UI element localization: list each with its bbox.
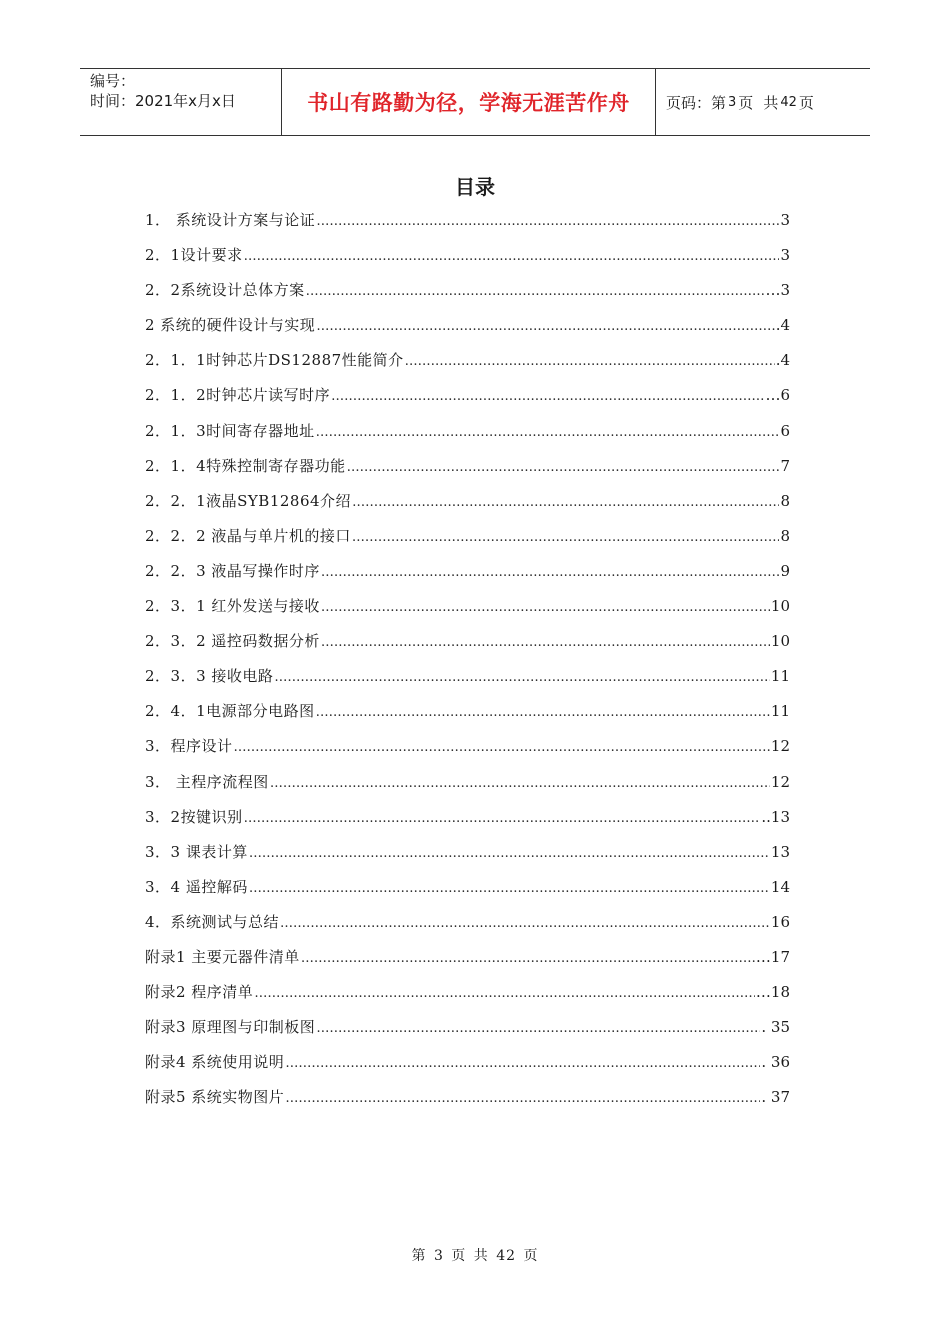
toc-entry[interactable] <box>145 800 790 835</box>
toc-entry-page: . 36 <box>761 1053 790 1072</box>
toc-entry-page: …17 <box>755 947 790 966</box>
toc-entry[interactable] <box>145 414 790 449</box>
toc-entry[interactable] <box>145 1010 790 1045</box>
page-prefix: 页码：第 <box>666 93 727 112</box>
toc-entry-page: 3 <box>780 246 790 265</box>
toc-entry-page: 13 <box>770 842 790 861</box>
toc-entry[interactable] <box>145 975 790 1010</box>
page-header <box>80 68 870 136</box>
toc-entry[interactable] <box>145 905 790 940</box>
toc-entry-page: .4 <box>775 351 790 370</box>
toc-leader <box>249 871 770 906</box>
toc-entry-page: 11 <box>770 667 790 686</box>
toc-leader <box>254 976 755 1011</box>
toc-entry[interactable] <box>145 729 790 764</box>
toc-entry[interactable] <box>145 589 790 624</box>
toc-entry[interactable] <box>145 870 790 905</box>
serial-label: 编号： <box>90 72 136 90</box>
toc-entry-label: 2．2．2 液晶与单片机的接口 <box>145 526 351 545</box>
toc-entry[interactable] <box>145 659 790 694</box>
toc-leader <box>405 344 775 379</box>
toc-entry-page: . 35 <box>761 1018 790 1037</box>
toc-entry-page: …3 <box>765 281 790 300</box>
header-motto: 书山有路勤为径，学海无涯苦作舟 <box>282 69 656 135</box>
toc-entry-label: 2．1设计要求 <box>145 246 243 265</box>
toc-leader <box>316 204 779 239</box>
toc-leader <box>301 941 755 976</box>
toc-leader <box>244 801 761 836</box>
toc-entry-label: 2．1．2时钟芯片读写时序 <box>145 386 331 405</box>
toc-entry-page: 7 <box>780 456 790 475</box>
time-label: 时间：2021年x月x日 <box>90 92 236 110</box>
toc-leader <box>306 274 765 309</box>
toc-entry[interactable] <box>145 624 790 659</box>
toc-entry-label: 2．1．4特殊控制寄存器功能 <box>145 456 346 475</box>
page-total: 42 <box>780 94 797 110</box>
toc-entry-label: 附录5 系统实物图片 <box>145 1088 285 1107</box>
page-footer: 第 3 页 共 42 页 <box>411 1248 539 1264</box>
toc-entry-label: 2．3．3 接收电路 <box>145 667 274 686</box>
toc-entry-page: 11 <box>770 702 790 721</box>
toc-entry-label: 1． 系统设计方案与论证 <box>145 211 316 229</box>
toc-entry-label: 2．2系统设计总体方案 <box>145 281 305 300</box>
toc-entry[interactable] <box>145 940 790 975</box>
toc-entry[interactable] <box>145 343 790 378</box>
toc-entry-page: . 37 <box>761 1088 790 1107</box>
total-suffix: 页 <box>798 93 814 112</box>
page-current: 3 <box>728 94 737 110</box>
toc-leader <box>321 590 770 625</box>
toc-entry-label: 2 系统的硬件设计与实现 <box>145 316 316 335</box>
toc-entry-page: 8 <box>780 526 790 545</box>
toc-leader <box>352 485 779 520</box>
toc-entry[interactable] <box>145 484 790 519</box>
toc-leader <box>234 730 770 765</box>
toc-leader <box>352 520 780 555</box>
toc-entry-label: 附录1 主要元器件清单 <box>145 947 300 966</box>
toc-entry-page: ..13 <box>761 807 790 826</box>
toc-leader <box>321 555 780 590</box>
toc-leader <box>331 379 764 414</box>
toc-entry-page: 6 <box>780 421 790 440</box>
toc-leader <box>347 450 780 485</box>
toc-entry[interactable] <box>145 378 790 413</box>
toc-entry-label: 附录3 原理图与印制板图 <box>145 1018 316 1037</box>
toc-leader <box>316 415 780 450</box>
toc-entry-label: 2．2．1液晶SYB12864介绍 <box>145 491 352 510</box>
toc-entry-page: 9 <box>780 561 790 580</box>
toc-title: 目录 <box>455 175 495 199</box>
toc-entry-page: 14 <box>770 877 790 896</box>
toc-entry-label: 3． 主程序流程图 <box>145 772 269 791</box>
toc-entry[interactable] <box>145 273 790 308</box>
toc-entry[interactable] <box>145 835 790 870</box>
toc-entry-page: 16 <box>770 912 790 931</box>
toc-entry-page: …6 <box>765 386 790 405</box>
toc-entry-label: 2．1．3时间寄存器地址 <box>145 421 315 440</box>
toc-entry-label: 2．3．2 遥控码数据分析 <box>145 632 320 651</box>
toc-leader <box>249 836 770 871</box>
toc-entry-page: 12 <box>770 737 790 756</box>
toc-entry[interactable] <box>145 554 790 589</box>
toc-leader <box>316 309 774 344</box>
toc-entry-page: 3 <box>780 211 790 229</box>
toc-entry-label: 2．4．1电源部分电路图 <box>145 702 315 721</box>
toc-entry-label: 2．1．1时钟芯片DS12887性能简介 <box>145 351 404 370</box>
toc-entry[interactable] <box>145 1080 790 1115</box>
toc-entry-page: 8 <box>780 491 790 510</box>
toc-leader <box>285 1081 760 1116</box>
toc-leader <box>316 1011 760 1046</box>
toc-entry-label: 2．2．3 液晶写操作时序 <box>145 561 320 580</box>
toc-leader <box>270 766 770 801</box>
table-of-contents <box>145 203 790 1115</box>
toc-entry-label: 3．2按键识别 <box>145 807 243 826</box>
toc-entry-page: .4 <box>775 316 790 335</box>
toc-entry-label: 4．系统测试与总结 <box>145 912 280 931</box>
toc-entry[interactable] <box>145 519 790 554</box>
total-prefix: 共 <box>763 93 779 112</box>
toc-entry-label: 附录4 系统使用说明 <box>145 1053 285 1072</box>
toc-entry-label: 3．3 课表计算 <box>145 842 248 861</box>
toc-entry-page: …18 <box>755 983 790 1002</box>
toc-leader <box>274 660 770 695</box>
toc-entry-label: 2．3．1 红外发送与接收 <box>145 597 320 616</box>
toc-entry-page: 12 <box>770 772 790 791</box>
toc-entry[interactable] <box>145 765 790 800</box>
toc-entry-page: 10 <box>770 597 790 616</box>
header-meta <box>80 69 282 135</box>
toc-leader <box>280 906 770 941</box>
toc-entry[interactable] <box>145 694 790 729</box>
page-mid: 页 <box>738 93 754 112</box>
toc-entry[interactable] <box>145 449 790 484</box>
toc-entry-label: 3．程序设计 <box>145 737 233 756</box>
toc-entry[interactable] <box>145 238 790 273</box>
toc-entry[interactable] <box>145 1045 790 1080</box>
toc-leader <box>321 625 770 660</box>
toc-entry-page: 10 <box>770 632 790 651</box>
toc-leader <box>285 1046 760 1081</box>
toc-entry[interactable] <box>145 308 790 343</box>
header-page-info <box>656 69 870 135</box>
toc-entry-label: 附录2 程序清单 <box>145 983 254 1002</box>
toc-entry-label: 3．4 遥控解码 <box>145 877 248 896</box>
toc-leader <box>244 239 780 274</box>
toc-leader <box>316 695 770 730</box>
toc-entry[interactable] <box>145 203 790 238</box>
